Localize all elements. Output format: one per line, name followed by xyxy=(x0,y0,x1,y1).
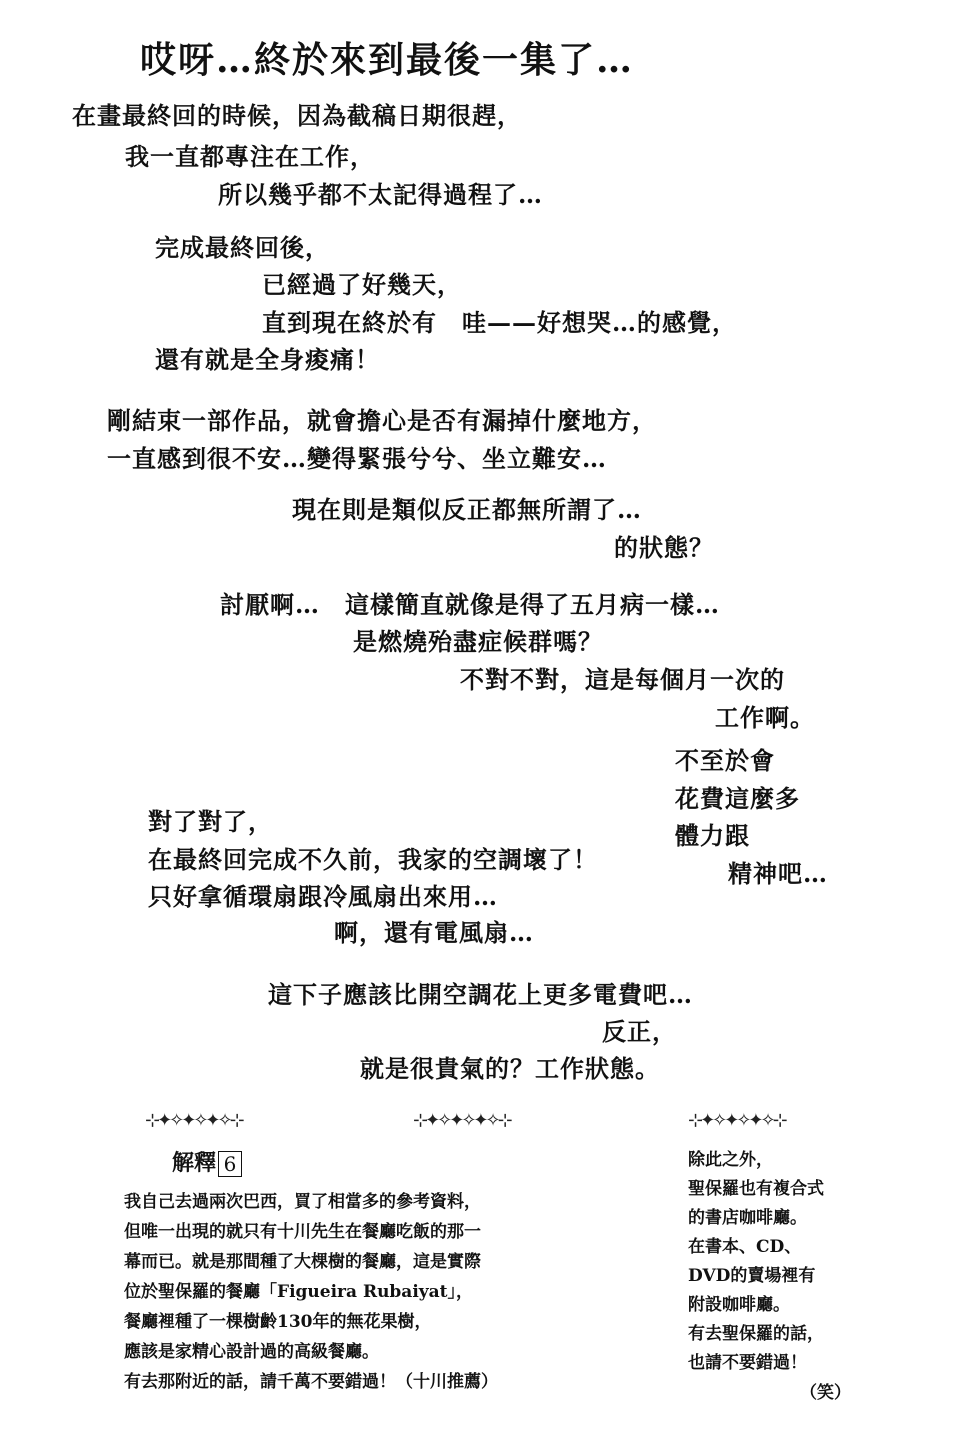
text-line: 剛結束一部作品，就會擔心是否有漏掉什麼地方， xyxy=(107,406,657,435)
ornament-divider-center: ⊹✦✧✦✧✦✧⊹ xyxy=(413,1110,510,1131)
text-line: 不至於會 xyxy=(675,746,775,775)
text-line: 這下子應該比開空調花上更多電費吧… xyxy=(268,980,693,1009)
side-note-line: （笑） xyxy=(800,1383,851,1403)
text-line: 對了對了， xyxy=(148,807,273,836)
note-number-box: 6 xyxy=(218,1151,242,1177)
side-note-line: DVD的賣場裡有 xyxy=(688,1266,816,1286)
text-line: 反正， xyxy=(602,1017,677,1046)
text-line: 現在則是類似反正都無所謂了… xyxy=(292,495,642,524)
text-line: 已經過了好幾天， xyxy=(262,270,462,299)
text-line: 不對不對，這是每個月一次的 xyxy=(460,665,785,694)
note-line: 有去那附近的話，請千萬不要錯過！（十川推薦） xyxy=(124,1372,498,1392)
side-note-line: 在書本、CD、 xyxy=(688,1237,802,1257)
side-note-line: 附設咖啡廳。 xyxy=(688,1295,790,1315)
text-line: 是燃燒殆盡症候群嗎？ xyxy=(353,627,603,656)
text-line: 一直感到很不安…變得緊張兮兮、坐立難安… xyxy=(107,444,607,473)
text-line: 討厭啊… 這樣簡直就像是得了五月病一樣… xyxy=(220,590,720,619)
text-line: 在畫最終回的時候，因為截稿日期很趕， xyxy=(72,101,522,130)
note-line: 我自己去過兩次巴西，買了相當多的參考資料， xyxy=(124,1192,481,1212)
text-line: 完成最終回後， xyxy=(155,233,330,262)
text-line: 工作啊。 xyxy=(715,703,815,732)
side-note-line: 除此之外， xyxy=(688,1150,773,1170)
text-line: 啊，還有電風扇… xyxy=(334,918,534,947)
text-line: 就是很貴氣的？工作狀態。 xyxy=(360,1054,660,1083)
note-line: 應該是家精心設計過的高級餐廳。 xyxy=(124,1342,379,1362)
ornament-divider-right: ⊹✦✧✦✧✦✧⊹ xyxy=(688,1110,785,1131)
text-line: 的狀態？ xyxy=(614,533,714,562)
side-note-line: 也請不要錯過！ xyxy=(688,1353,807,1373)
side-note-line: 的書店咖啡廳。 xyxy=(688,1208,807,1228)
side-note-line: 聖保羅也有複合式 xyxy=(688,1179,824,1199)
note-line: 餐廳裡種了一棵樹齡130年的無花果樹， xyxy=(124,1312,432,1332)
text-line: 精神吧… xyxy=(728,859,828,888)
text-line: 還有就是全身痠痛！ xyxy=(155,345,380,374)
note-line: 位於聖保羅的餐廳「Figueira Rubaiyat」， xyxy=(124,1282,474,1302)
note-label: 解釋 xyxy=(172,1150,217,1176)
page-title: 哎呀…終於來到最後一集了… xyxy=(140,39,635,81)
note-heading xyxy=(172,1151,242,1177)
text-line: 體力跟 xyxy=(675,821,750,850)
text-line: 直到現在終於有 哇——好想哭…的感覺， xyxy=(262,308,737,337)
text-line: 只好拿循環扇跟冷風扇出來用… xyxy=(148,882,498,911)
text-line: 在最終回完成不久前，我家的空調壞了！ xyxy=(148,845,598,874)
note-line: 幕而已。就是那間種了大棵樹的餐廳，這是實際 xyxy=(124,1252,481,1272)
text-line: 花費這麼多 xyxy=(675,784,800,813)
ornament-divider-left: ⊹✦✧✦✧✦✧⊹ xyxy=(145,1110,242,1131)
text-line: 所以幾乎都不太記得過程了… xyxy=(218,180,543,209)
note-line: 但唯一出現的就只有十川先生在餐廳吃飯的那一 xyxy=(124,1222,481,1242)
text-line: 我一直都專注在工作， xyxy=(125,142,375,171)
side-note-line: 有去聖保羅的話， xyxy=(688,1324,824,1344)
